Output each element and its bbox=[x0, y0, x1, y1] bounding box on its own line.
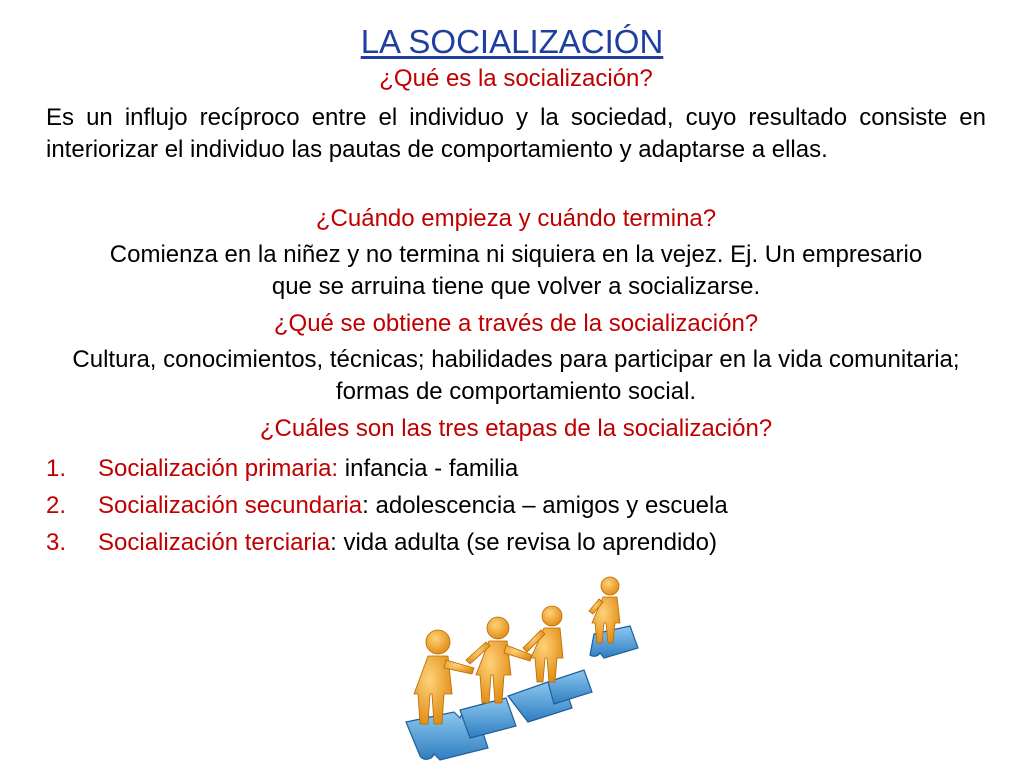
question-what-is: ¿Qué es la socialización? bbox=[379, 65, 653, 92]
stage-description: : vida adulta (se revisa lo aprendido) bbox=[330, 529, 717, 556]
stage-term: Socialización primaria: bbox=[98, 455, 339, 482]
slide-title: LA SOCIALIZACIÓN bbox=[360, 23, 664, 60]
list-item bbox=[46, 487, 986, 524]
stage-description: infancia - familia bbox=[338, 455, 519, 482]
list-item bbox=[46, 450, 986, 487]
question-stages: ¿Cuáles son las tres etapas de la socialización? bbox=[259, 415, 773, 442]
list-number: 1. bbox=[46, 455, 67, 482]
stage-term: Socialización secundaria bbox=[98, 492, 363, 519]
list-number: 2. bbox=[46, 492, 67, 519]
list-item bbox=[46, 524, 986, 561]
question-when: ¿Cuándo empieza y cuándo termina? bbox=[315, 205, 717, 232]
answer-what-is: Es un influjo recíproco entre el individuo y la sociedad, cuyo resultado consiste en interiorizar el individuo las pautas de comportamiento y adaptarse a ellas. bbox=[46, 104, 986, 163]
stages-list bbox=[46, 450, 986, 561]
people-on-puzzle-pieces-icon bbox=[398, 572, 646, 764]
stage-description: : adolescencia – amigos y escuela bbox=[362, 492, 728, 519]
stage-term: Socialización terciaria bbox=[98, 529, 331, 556]
answer-what-obtained: Cultura, conocimientos, técnicas; habilidades para participar en la vida comunitaria; formas de comportamiento social. bbox=[72, 346, 960, 405]
question-what-obtained: ¿Qué se obtiene a través de la socialización? bbox=[273, 310, 759, 337]
list-number: 3. bbox=[46, 529, 67, 556]
answer-when: Comienza en la niñez y no termina ni siquiera en la vejez. Ej. Un empresario que se arruina tiene que volver a socializarse. bbox=[109, 241, 923, 300]
